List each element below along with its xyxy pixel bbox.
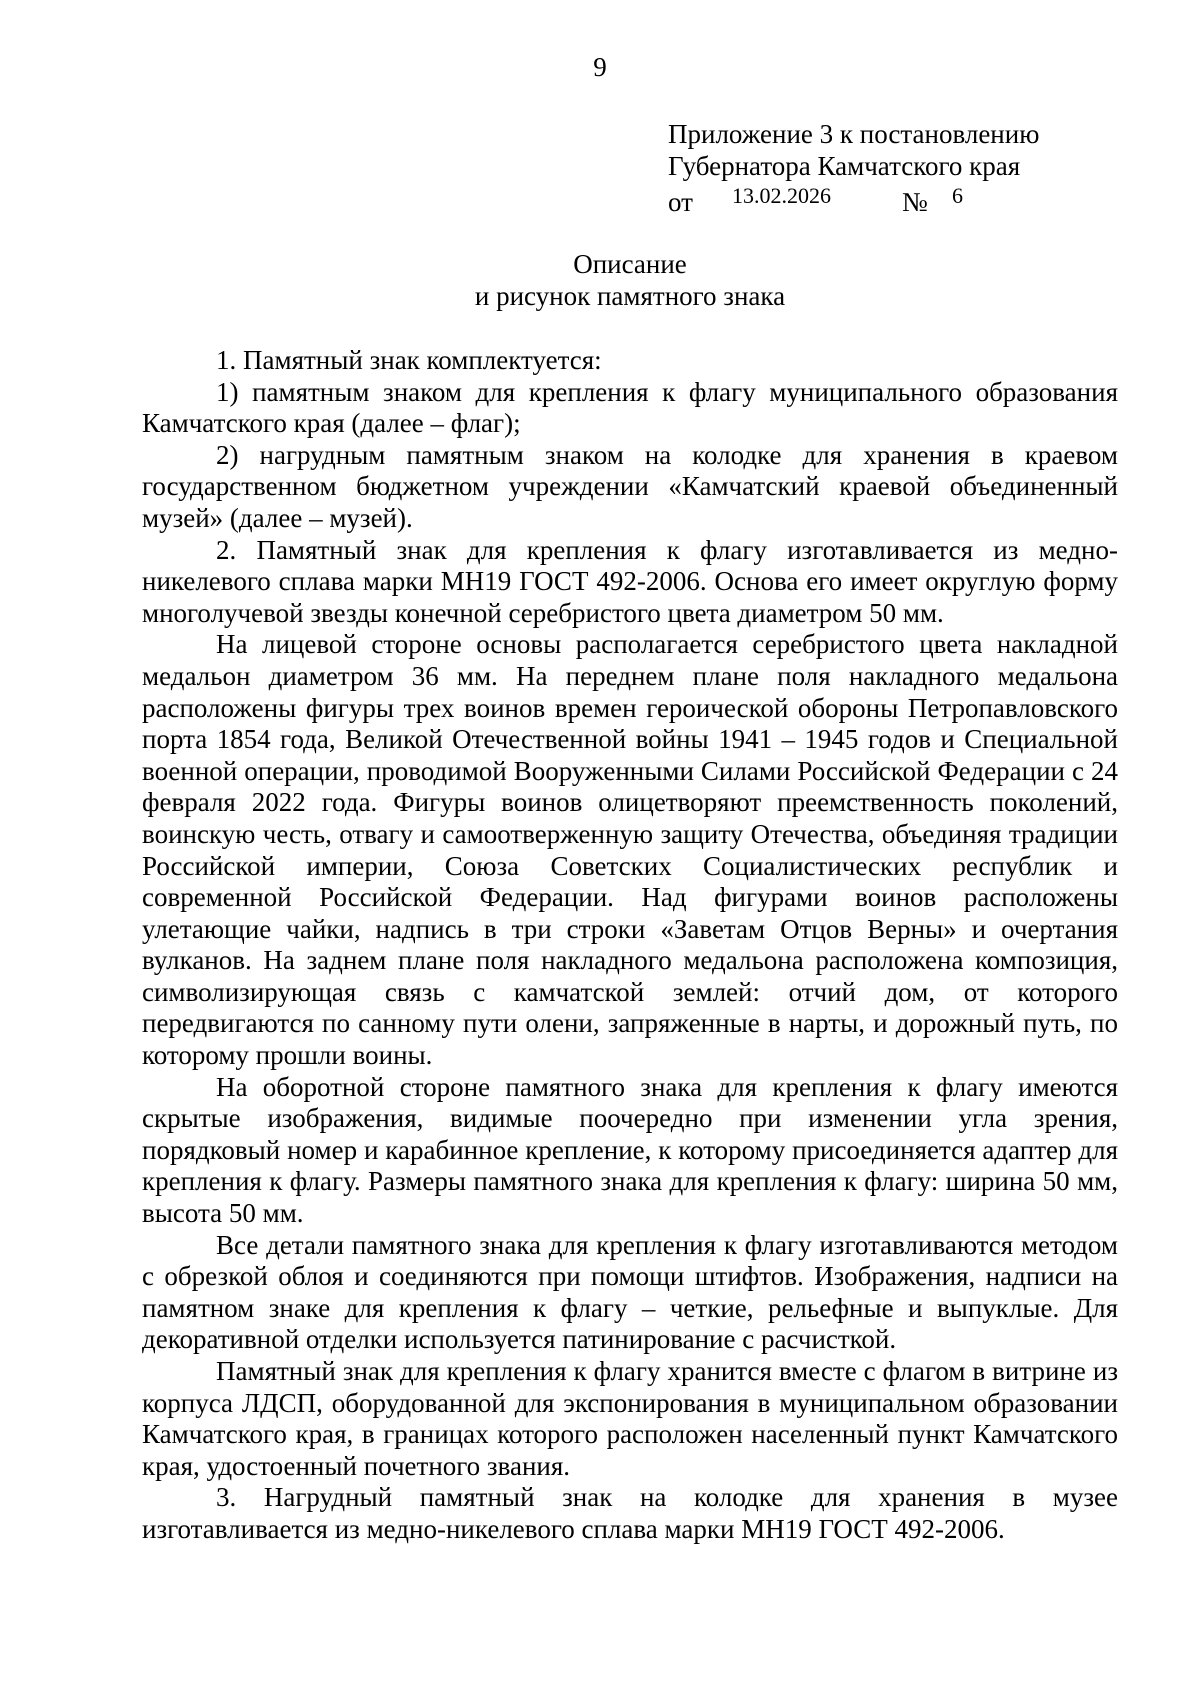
title-line-2: и рисунок памятного знака <box>474 281 786 311</box>
appendix-date-row <box>668 182 1039 216</box>
paragraph: 2. Памятный знак для крепления к флагу изготавливается из медно-никелевого сплава марки МН19 ГОСТ 492-2006. Основа его имеет округлую форму многолучевой звезды конечной серебристого цвета диаметром 50 мм. <box>142 534 1118 628</box>
document-body <box>142 345 1118 1546</box>
paragraph: 2) нагрудным памятным знаком на колодке для хранения в краевом государственном бюджетном учреждении «Камчатский краевой объединенный музей» (далее – музей). <box>142 439 1118 533</box>
page-number: 9 <box>593 52 607 82</box>
paragraph: 1) памятным знаком для крепления к флагу муниципального образования Камчатского края (далее – флаг); <box>142 376 1118 439</box>
appendix-line-1: Приложение 3 к постановлению <box>668 119 1040 149</box>
number-sign: № <box>902 187 928 217</box>
from-label: от <box>668 187 693 217</box>
paragraph: На лицевой стороне основы располагается серебристого цвета накладной медальон диаметром 36 мм. На переднем плане поля накладного медальона расположены фигуры трех воинов времен героической обороны Петропавловского порта 1854 года, Великой Отечественной войны 1941 – 1945 годов и Специальной военной операции, проводимой Вооруженными Силами Российской Федерации с 24 февраля 2022 года. Фигуры воинов олицетворяют преемственность поколений, воинскую честь, отвагу и самоотверженную защиту Отечества, объединяя традиции Российской империи, Союза Советских Социалистических республик и современной Российской Федерации. Над фигурами воинов расположены улетающие чайки, надпись в три строки «Заветам Отцов Верны» и очертания вулканов. На заднем плане поля накладного медальона расположена композиция, символизирующая связь с камчатской землей: отчий дом, от которого передвигаются по санному пути олени, запряженные в нарты, и дорожный путь, по которому прошли воины. <box>142 629 1118 1071</box>
paragraph: На оборотной стороне памятного знака для крепления к флагу имеются скрытые изображения, видимые поочередно при изменении угла зрения, порядковый номер и карабинное крепление, к которому присоединяется адаптер для крепления к флагу. Размеры памятного знака для крепления к флагу: ширина 50 мм, высота 50 мм. <box>142 1071 1118 1229</box>
paragraph: Памятный знак для крепления к флагу хранится вместе с флагом в витрине из корпуса ЛДСП, оборудованной для экспонирования в муниципальном образовании Камчатского края, в границах которого расположен населенный пункт Камчатского края, удостоенный почетного звания. <box>142 1356 1118 1481</box>
paragraph: Все детали памятного знака для крепления к флагу изготавливаются методом с обрезкой облоя и соединяются при помощи штифтов. Изображения, надписи на памятном знаке для крепления к флагу – четкие, рельефные и выпуклые. Для декоративной отделки используется патинирование с расчисткой. <box>142 1229 1118 1355</box>
title-line-1: Описание <box>573 249 687 279</box>
document-number: 6 <box>952 183 963 208</box>
document-title <box>0 248 1200 312</box>
paragraph: 1. Памятный знак комплектуется: <box>216 345 602 375</box>
appendix-line-2: Губернатора Камчатского края <box>668 151 1021 181</box>
document-date: 13.02.2026 <box>732 183 831 208</box>
paragraph: 3. Нагрудный памятный знак на колодке для хранения в музее изготавливается из медно-никелевого сплава марки МН19 ГОСТ 492-2006. <box>142 1482 1118 1544</box>
appendix-header <box>668 118 1039 216</box>
